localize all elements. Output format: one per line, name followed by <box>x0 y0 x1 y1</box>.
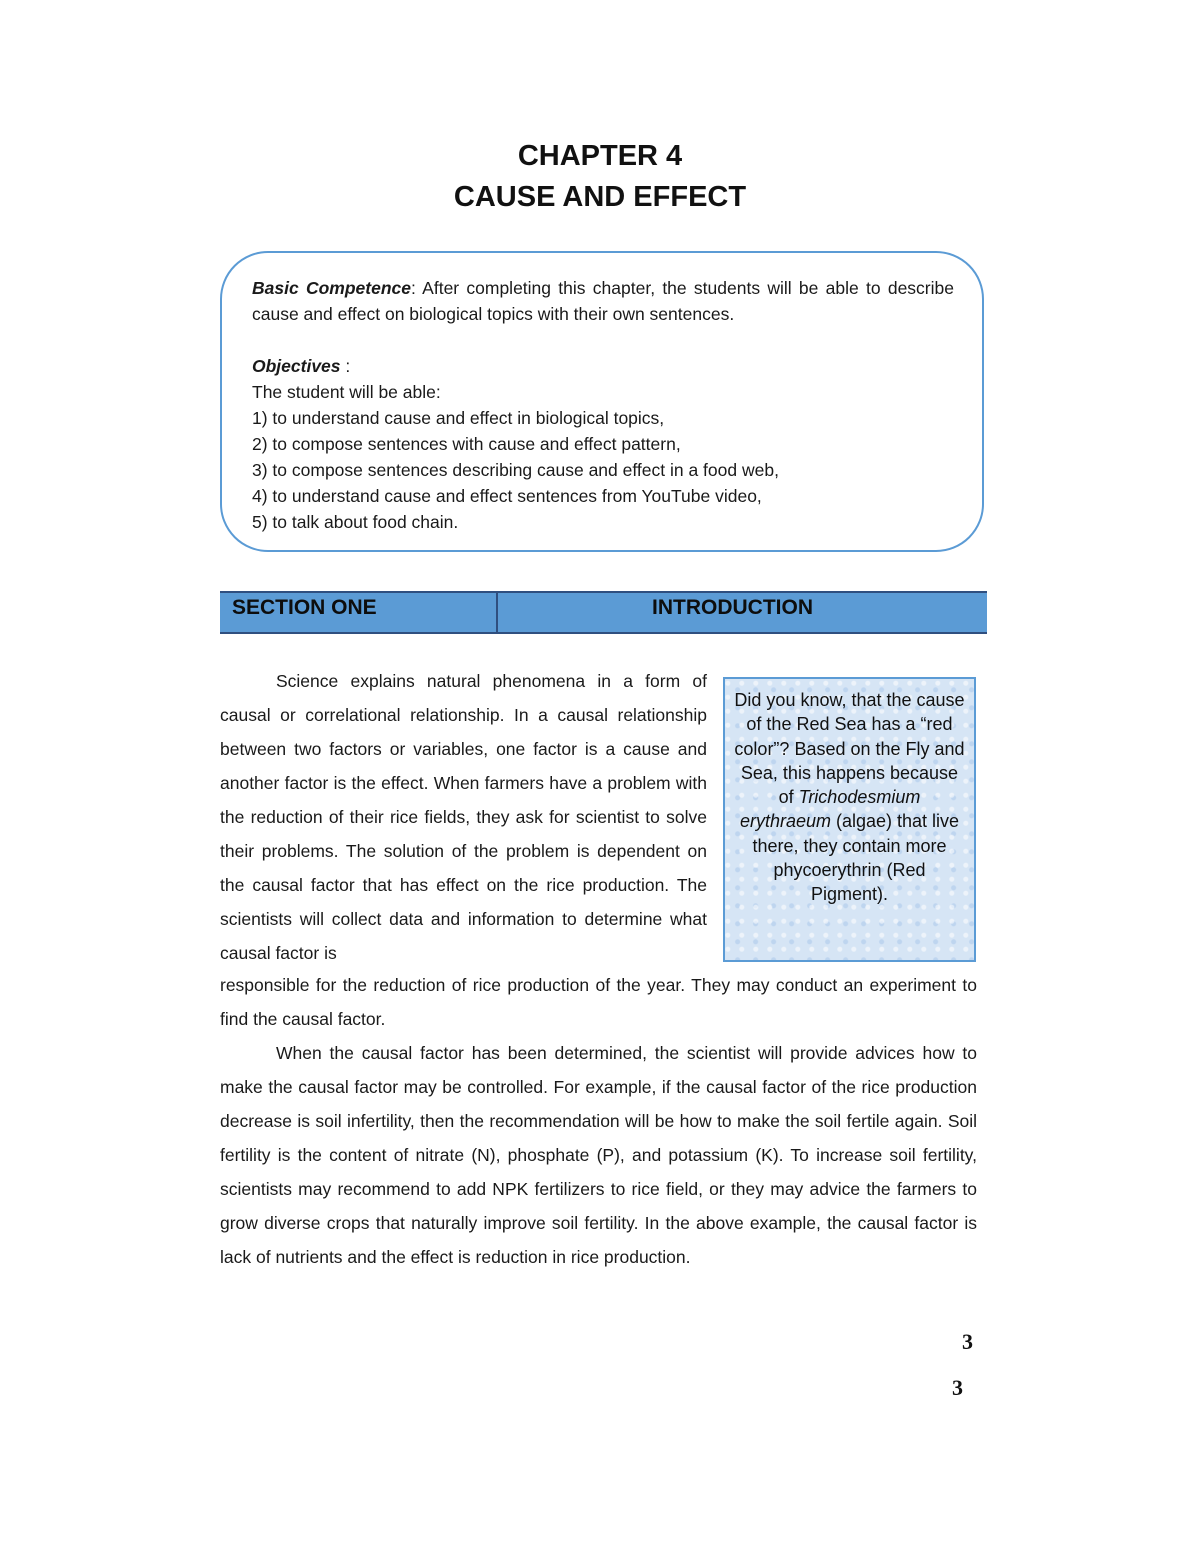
chapter-number: CHAPTER 4 <box>517 140 683 172</box>
competence-box <box>220 251 984 552</box>
section-header-bar <box>220 591 987 634</box>
objective-item: 1) to understand cause and effect in biological topics, <box>252 408 665 428</box>
objectives-heading: Objectives : <box>252 356 351 376</box>
section-name: INTRODUCTION <box>652 596 813 619</box>
objective-item: 2) to compose sentences with cause and effect pattern, <box>252 434 681 454</box>
basic-competence-text: After completing this chapter, the students will be able to describe cause and effect on biological topics with their own sentences. <box>252 278 954 324</box>
chapter-title: CAUSE AND EFFECT <box>453 181 747 213</box>
intro-paragraph-continued: responsible for the reduction of rice production of the year. They may conduct an experiment to find the causal factor. <box>220 975 977 1029</box>
fact-text-before: Did you know, that the cause of the Red Sea has a “red color”? Based on the Fly and Sea, this happens because of <box>734 690 965 808</box>
basic-competence-label: Basic Competence <box>252 278 411 298</box>
fact-text-after: (algae) that live there, they contain more phycoerythrin (Red Pigment). <box>752 811 960 905</box>
second-paragraph: When the causal factor has been determined, the scientist will provide advices how to make the causal factor may be controlled. For example, if the causal factor of the rice production decrease is soil infertility, then the recommendation will be how to make the soil fertile again. Soil fertility is the content of nitrate (N), phosphate (P), and potassium (K). To increase soil fertility, scientists may recommend to add NPK fertilizers to rice field, or they may advice the farmers to grow diverse crops that naturally improve soil fertility. In the above example, the causal factor is lack of nutrients and the effect is reduction in rice production. <box>220 1043 977 1267</box>
page-number-footer: 3 <box>952 1375 963 1400</box>
section-number: SECTION ONE <box>220 593 498 632</box>
fact-species-name: Trichodesmium erythraeum <box>739 787 921 832</box>
objectives-label: Objectives <box>252 356 341 376</box>
objective-item: 5) to talk about food chain. <box>252 512 459 532</box>
did-you-know-box <box>723 677 976 962</box>
page-number: 3 <box>962 1329 973 1354</box>
intro-paragraph-wrapped: Science explains natural phenomena in a form of causal or correlational relationship. In a causal relationship between two factors or variables, one factor is a cause and another factor is the effect. When farmers have a problem with the reduction of their rice fields, they ask for scientist to solve their problems. The solution of the problem is dependent on the causal factor that has effect on the rice production. The scientists will collect data and information to determine what causal factor is <box>220 671 707 963</box>
chapter-heading <box>0 136 1200 218</box>
basic-competence: Basic Competence: After completing this chapter, the students will be able to describe cause and effect on biological topics with their own sentences. <box>252 278 954 324</box>
objectives-intro: The student will be able: <box>252 382 441 402</box>
objective-item: 3) to compose sentences describing cause and effect in a food web, <box>252 460 779 480</box>
objective-item: 4) to understand cause and effect sentences from YouTube video, <box>252 486 762 506</box>
